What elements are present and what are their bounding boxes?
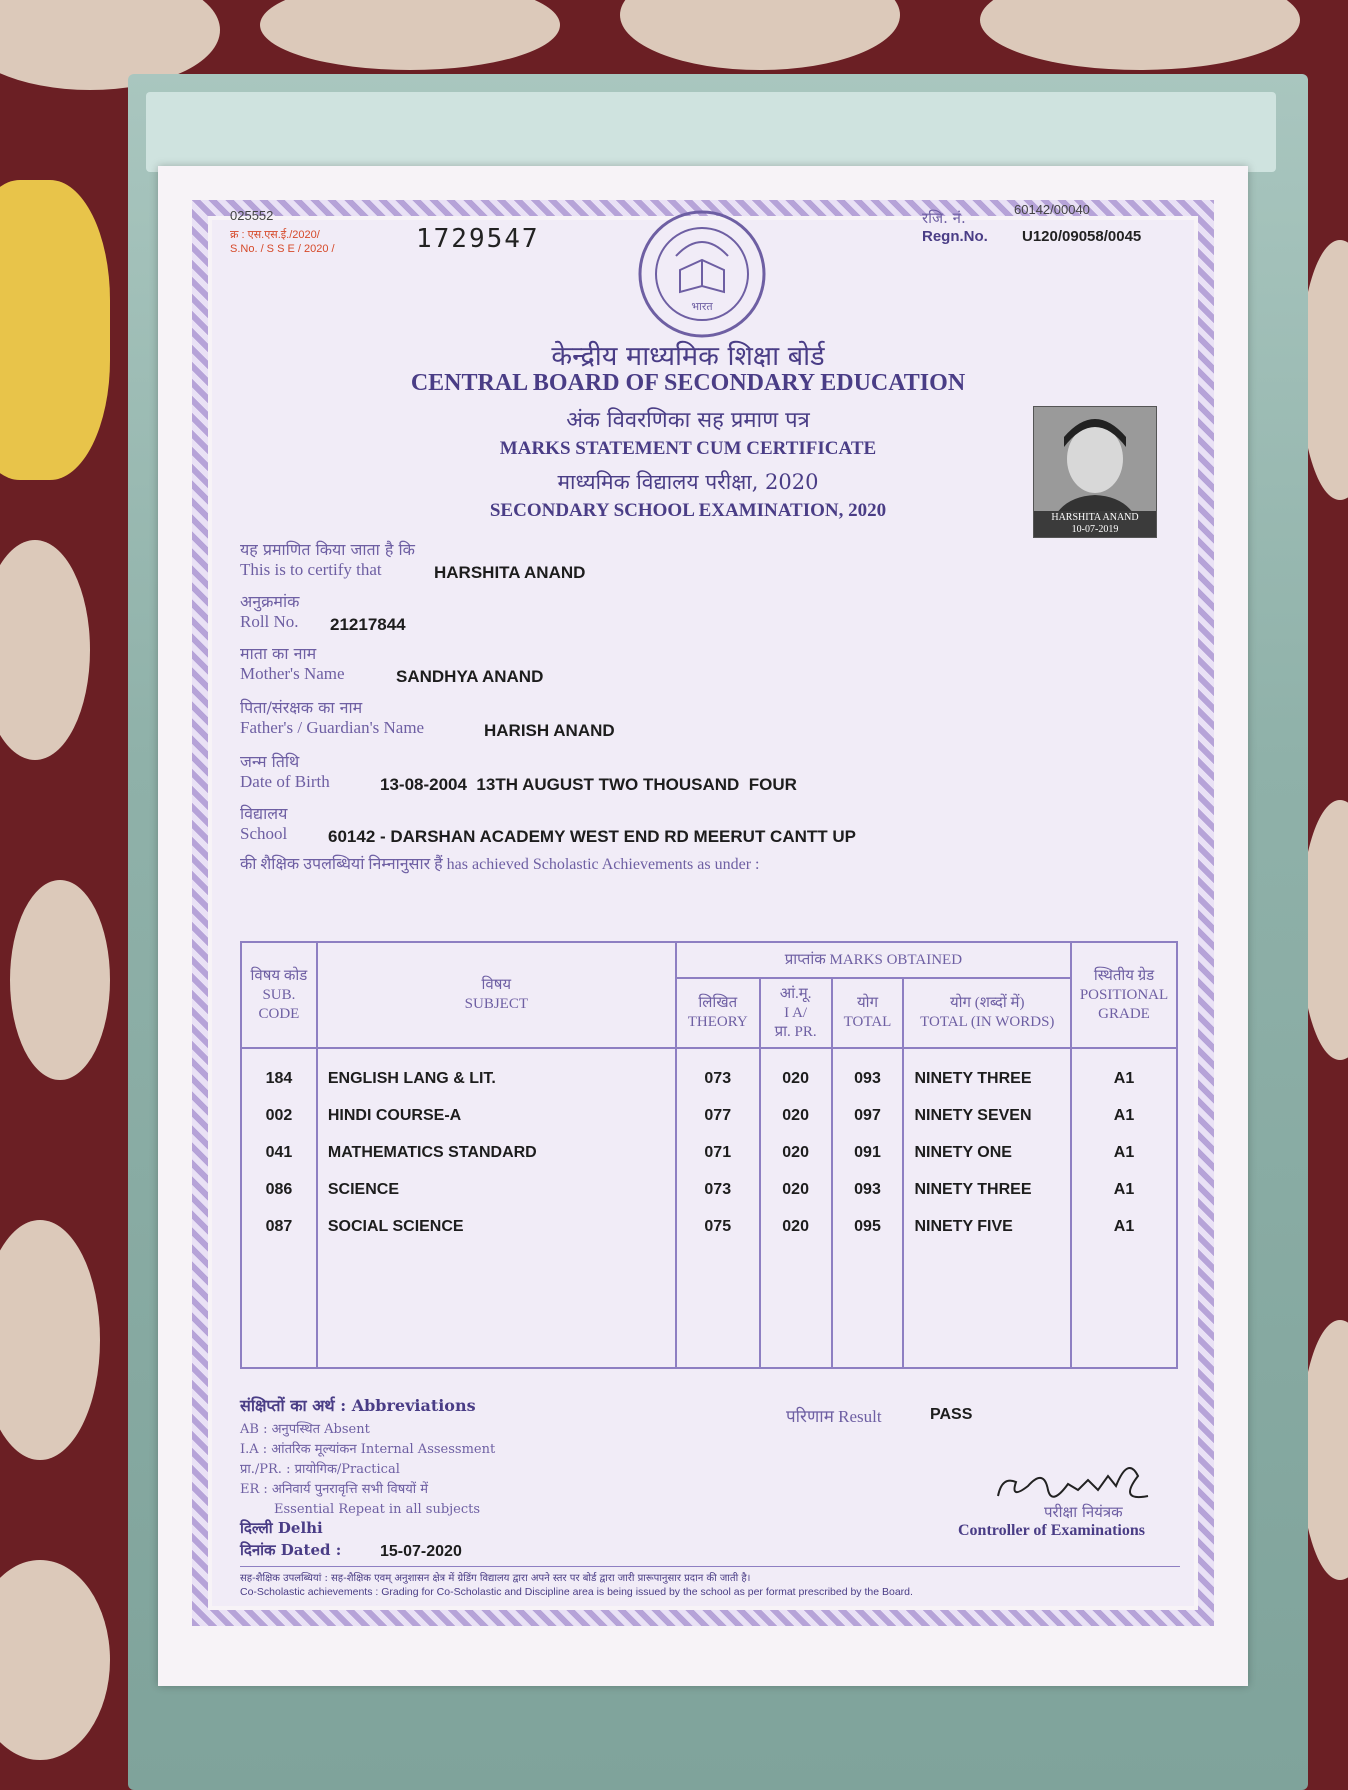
footer-note: Co-Scholastic achievements : Grading for Co-Scholastic and Discipline area is being issued by the school as per format prescribed by the Board. xyxy=(240,1586,913,1598)
footer-note-hindi: सह-शैक्षिक उपलब्धियां : सह-शैक्षिक एवम् अनुशासन क्षेत्र में ग्रेडिंग विद्यालय द्वारा अपने स्तर पर बोर्ड द्वारा जारी प्रारूपानुसार प्रदान की जाती है। xyxy=(240,1573,751,1584)
marks-certificate xyxy=(158,166,1248,1686)
title: CENTRAL BOARD OF SECONDARY EDUCATION xyxy=(410,370,966,396)
dated-value: 15-07-2020 xyxy=(380,1543,462,1560)
header-positional-grade: स्थितीय ग्रेड POSITIONAL GRADE xyxy=(1071,942,1177,1048)
controller-hindi: परीक्षा नियंत्रक xyxy=(1044,1503,1123,1521)
result-value: PASS xyxy=(930,1406,973,1423)
mother-value: SANDHYA ANAND xyxy=(396,667,544,686)
subtitle: MARKS STATEMENT CUM CERTIFICATE xyxy=(499,438,877,459)
table-row: 086 xyxy=(265,1181,293,1198)
sno-value: 1729547 xyxy=(416,224,540,254)
title-hindi: केन्द्रीय माध्यमिक शिक्षा बोर्ड xyxy=(551,341,825,372)
dated-label: दिनांक Dated : xyxy=(240,1541,342,1559)
roll-value: 21217844 xyxy=(330,615,406,634)
header-ia-pr: आं.मू. I A/ प्रा. PR. xyxy=(760,978,832,1048)
seal-bharat: भारत xyxy=(691,300,713,313)
column-theory: 073 077 071 073 075 xyxy=(676,1048,760,1368)
photo-name: HARSHITA ANAND xyxy=(1051,512,1139,523)
dob-value: 13-08-2004 13TH AUGUST TWO THOUSAND FOUR xyxy=(380,775,797,794)
header-theory: लिखित THEORY xyxy=(676,978,760,1048)
controller-label: Controller of Examinations xyxy=(958,1522,1145,1539)
serial-top-right: 60142/00040 xyxy=(1014,202,1090,217)
achievements-line: की शैक्षिक उपलब्धियां निम्नानुसार हैं has achieved Scholastic Achievements as under : xyxy=(240,856,760,873)
dob-hindi: जन्म तिथि xyxy=(240,752,300,771)
header-total: योग TOTAL xyxy=(832,978,904,1048)
sno-label: क्र : एस.एस.ई./2020/ S.No. / S S E / 2020 / xyxy=(230,229,335,255)
header-subject: विषय SUBJECT xyxy=(317,942,676,1048)
result-label: परिणाम Result xyxy=(786,1407,882,1426)
student-photo xyxy=(1033,406,1157,538)
marks-table xyxy=(240,941,1178,1369)
table-row: 087 xyxy=(265,1218,293,1235)
student-name: HARSHITA ANAND xyxy=(434,563,586,582)
regn-label: Regn.No. xyxy=(922,228,988,245)
column-subjects: ENGLISH LANG & LIT. HINDI COURSE-A MATHEMATICS STANDARD SCIENCE SOCIAL SCIENCE xyxy=(317,1048,676,1368)
column-ia: 020 020 020 020 020 xyxy=(760,1048,832,1368)
footer-divider xyxy=(240,1566,1180,1567)
subtitle-hindi: अंक विवरणिका सह प्रमाण पत्र xyxy=(566,408,810,433)
father-value: HARISH ANAND xyxy=(484,721,615,740)
roll-label: Roll No. xyxy=(240,612,299,631)
father-label: Father's / Guardian's Name xyxy=(240,718,425,737)
header-marks-obtained: प्राप्तांक MARKS OBTAINED xyxy=(676,942,1071,978)
abbreviations-list: AB : अनुपस्थित Absent I.A : आंतरिक मूल्यांकन Internal Assessment प्रा./PR. : प्रायोगिक/Practical ER : अनिवार्य पुनरावृत्ति सभी विषयों में Essential Repeat in all subjects xyxy=(240,1422,496,1517)
school-value: 60142 - DARSHAN ACADEMY WEST END RD MEERUT CANTT UP xyxy=(328,827,856,846)
abbreviations-title: संक्षिप्तों का अर्थ : Abbreviations xyxy=(240,1396,476,1415)
column-codes xyxy=(241,1048,317,1368)
school-label: School xyxy=(240,824,288,843)
folder-flap xyxy=(146,92,1276,172)
regn-value: U120/09058/0045 xyxy=(1022,228,1142,245)
regn-label-hindi: रजि. नं. xyxy=(922,209,966,227)
city: दिल्ली Delhi xyxy=(240,1519,323,1537)
cbse-seal-icon xyxy=(636,208,768,340)
certify-hindi: यह प्रमाणित किया जाता है कि xyxy=(240,540,415,559)
column-grade: A1 A1 A1 A1 A1 xyxy=(1071,1048,1177,1368)
father-hindi: पिता/संरक्षक का नाम xyxy=(240,698,363,717)
photo-date: 10-07-2019 xyxy=(1071,524,1119,535)
column-total-words: NINETY THREE NINETY SEVEN NINETY ONE NINETY THREE NINETY FIVE xyxy=(903,1048,1071,1368)
dob-label: Date of Birth xyxy=(240,772,330,791)
school-hindi: विद्यालय xyxy=(240,804,288,823)
roll-hindi: अनुक्रमांक xyxy=(240,592,300,611)
mother-label: Mother's Name xyxy=(240,664,345,683)
exam-title: SECONDARY SCHOOL EXAMINATION, 2020 xyxy=(489,500,887,521)
header-total-words: योग (शब्दों में) TOTAL (IN WORDS) xyxy=(903,978,1071,1048)
mother-hindi: माता का नाम xyxy=(240,644,317,663)
header-sub-code: विषय कोड SUB. CODE xyxy=(241,942,317,1048)
exam-hindi: माध्यमिक विद्यालय परीक्षा, 2020 xyxy=(557,470,819,494)
serial-top-left: 025552 xyxy=(230,208,274,223)
column-total: 093 097 091 093 095 xyxy=(832,1048,904,1368)
table-row: 041 xyxy=(265,1144,293,1161)
certify-label: This is to certify that xyxy=(240,560,382,579)
table-row: 184 xyxy=(265,1070,293,1087)
table-row: 002 xyxy=(265,1107,293,1124)
